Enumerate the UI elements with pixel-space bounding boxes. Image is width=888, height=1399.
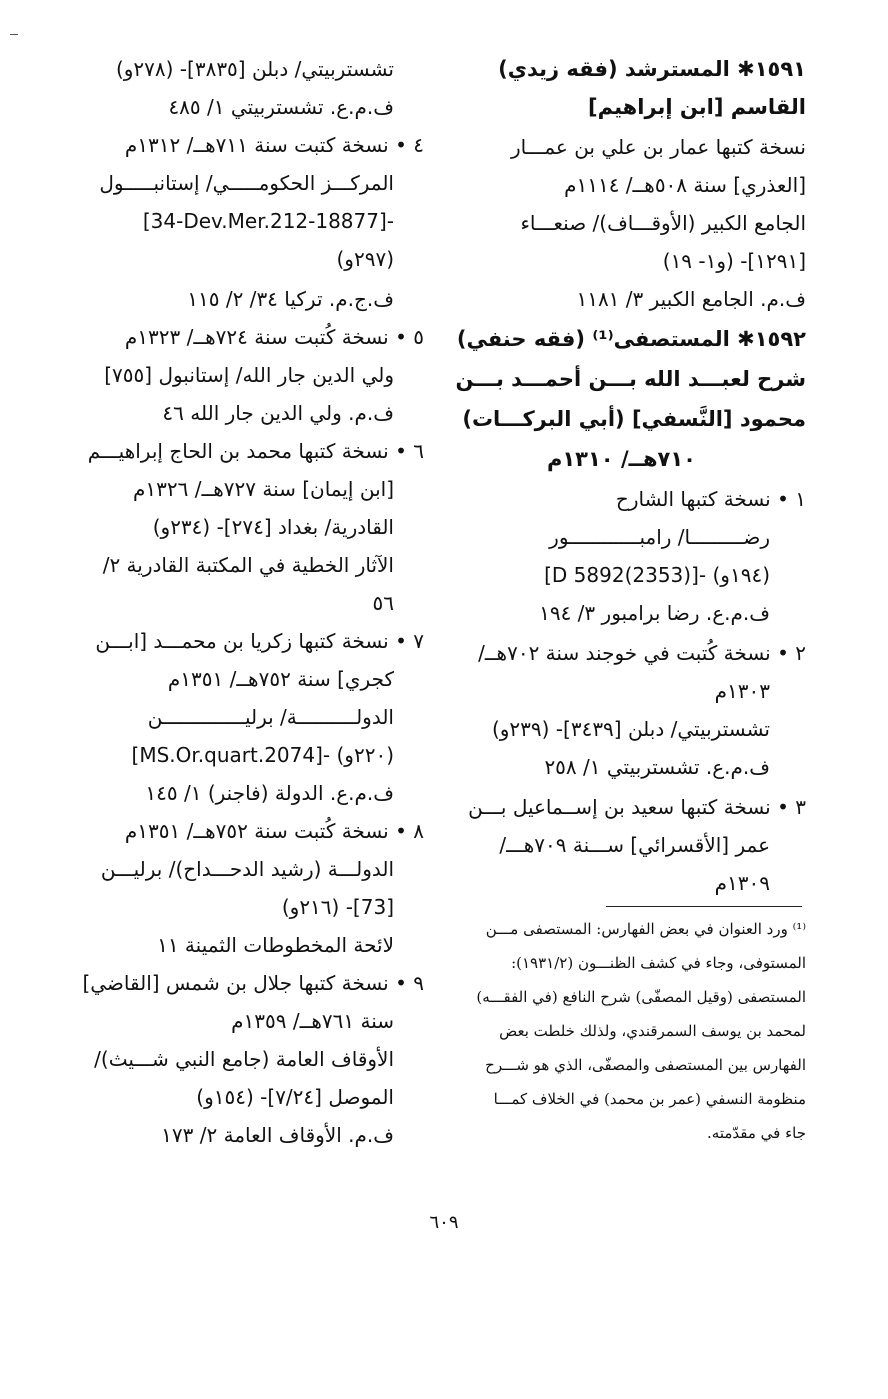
- catalog-reference: ف.م.ع. رضا برامبور ٣/ ١٩٤: [539, 601, 770, 625]
- catalog-reference: ف.م.ع. تشستربيتي ١/ ٢٥٨: [544, 755, 770, 779]
- manuscript-item: ٤ • نسخة كتبت سنة ٧١١هــ/ ١٣١٢م: [124, 133, 424, 157]
- manuscript-item: ٦ • نسخة كتبها محمد بن الحاج إبراهيـــم: [87, 439, 424, 463]
- text-line: عمر [الأقسرائي] ســـنة ٧٠٩هـــ/: [499, 833, 770, 857]
- margin-mark: [10, 34, 18, 35]
- footnote-line: المستصفى (وقيل المصفّى) شرح النافع (في الفقـــه): [476, 988, 806, 1006]
- text-line: [العذري] سنة ٥٠٨هــ/ ١١١٤م: [564, 173, 806, 197]
- shelfmark-line: [MS.Or.quart.2074]- (٢٢٠و): [131, 743, 394, 767]
- text-line: الدولـــة (رشيد الدحـــداح)/ برليـــن: [100, 857, 394, 881]
- manuscript-item: ١ • نسخة كتبها الشارح: [615, 487, 806, 511]
- text-line: تشستربيتي/ دبلن [٣٨٣٥]- (٢٧٨و): [115, 57, 394, 81]
- text-line: الدولــــــــــة/ برليــــــــــــــن: [147, 705, 394, 729]
- catalog-reference: الآثار الخطية في المكتبة القادرية ٢/: [102, 553, 394, 577]
- manuscript-item: ٣ • نسخة كتبها سعيد بن إســماعيل بـــن: [468, 795, 806, 819]
- footnote-line: جاء في مقدّمته.: [707, 1124, 806, 1142]
- footnote-divider: [606, 906, 802, 907]
- text-line: القادرية/ بغداد [٢٧٤]- (٢٣٤و): [152, 515, 394, 539]
- text-line: الأوقاف العامة (جامع النبي شـــيث)/: [94, 1047, 394, 1071]
- text-line: المركـــز الحكومـــــي/ إستانبـــــول: [99, 171, 394, 195]
- footnote-line: منظومة النسفي (عمر بن محمد) في الخلاف كمـــا: [493, 1090, 806, 1108]
- catalog-reference: ف.م.ع. الدولة (فاجنر) ١/ ١٤٥: [145, 781, 394, 805]
- manuscript-item: ٢ • نسخة كُتبت في خوجند سنة ٧٠٢هــ/: [478, 641, 806, 665]
- text-line: ١٣٠٣م: [714, 679, 770, 703]
- text-line: سنة ٧٦١هــ/ ١٣٥٩م: [231, 1009, 394, 1033]
- text-line: [ابن إيمان] سنة ٧٢٧هــ/ ١٣٢٦م: [133, 477, 394, 501]
- date-line: ٧١٠هــ/ ١٣١٠م: [546, 447, 696, 471]
- author-line: محمود [النَّسفي] (أبي البركـــات): [462, 407, 806, 431]
- manuscript-item: ٥ • نسخة كُتبت سنة ٧٢٤هــ/ ١٣٢٣م: [124, 325, 424, 349]
- page-number: ٦٠٩: [429, 1212, 459, 1233]
- footnote-line: المستوفى، وجاء في كشف الظنـــون (١٩٣١/٢):: [511, 954, 806, 972]
- catalog-reference: ف.م.ع. تشستربيتي ١/ ٤٨٥: [168, 95, 394, 119]
- footnote-line: الفهارس بين المستصفى والمصفّى، الذي هو شـــرح: [485, 1056, 806, 1074]
- manuscript-item: ٨ • نسخة كُتبت سنة ٧٥٢هــ/ ١٣٥١م: [124, 819, 424, 843]
- text-line: ولي الدين جار الله/ إستانبول [٧٥٥]: [104, 363, 394, 387]
- shelfmark-line: [D 5892(2353)]- (١٩٤و): [544, 563, 770, 587]
- catalog-reference: ف.ج.م. تركيا ٣٤/ ٢/ ١١٥: [187, 287, 394, 311]
- text-line: الجامع الكبير (الأوقـــاف)/ صنعـــاء: [520, 211, 806, 235]
- text-line: رضـــــــــا/ رامبــــــــــــور: [549, 525, 770, 549]
- entry-heading-1591: ١٥٩١✱ المسترشد (فقه زيدي): [498, 57, 806, 81]
- catalog-reference: ف.م. الجامع الكبير ٣/ ١١٨١: [576, 287, 806, 311]
- author-line: شرح لعبـــد الله بـــن أحمـــد بـــن: [455, 367, 806, 391]
- text-line: الموصل [٧/٢٤]- (١٥٤و): [196, 1085, 394, 1109]
- manuscript-item: ٧ • نسخة كتبها زكريا بن محمـــد [ابـــن: [95, 629, 424, 653]
- catalog-reference: لائحة المخطوطات الثمينة ١١: [157, 933, 394, 957]
- manuscript-item: ٩ • نسخة كتبها جلال بن شمس [القاضي]: [82, 971, 424, 995]
- text-line: ١٣٠٩م: [714, 871, 770, 895]
- entry-heading-1592: ١٥٩٢✱ المستصفى⁽¹⁾ (فقه حنفي): [456, 327, 806, 351]
- catalog-reference: ف.م. الأوقاف العامة ٢/ ١٧٣: [161, 1123, 394, 1147]
- text-line: [73]- (٢١٦و): [281, 895, 394, 919]
- footnote-line: لمحمد بن يوسف السمرقندي، ولذلك خلطت بعض: [499, 1022, 806, 1040]
- footnote-line: ⁽¹⁾ ورد العنوان في بعض الفهارس: المستصفى مـــن: [485, 920, 806, 938]
- text-line: نسخة كتبها عمار بن علي بن عمـــار: [511, 135, 806, 159]
- text-line: تشستربيتي/ دبلن [٣٤٣٩]- (٢٣٩و): [491, 717, 770, 741]
- text-line: [١٢٩١]- (و١- ١٩): [662, 249, 806, 273]
- author-line: القاسم [ابن إبراهيم]: [588, 95, 806, 119]
- text-line: ٥٦: [372, 591, 394, 615]
- text-line: كجري] سنة ٧٥٢هــ/ ١٣٥١م: [167, 667, 394, 691]
- shelfmark-line: [34-Dev.Mer.212-18877]-: [142, 209, 394, 233]
- catalog-reference: ف.م. ولي الدين جار الله ٤٦: [162, 401, 394, 425]
- text-line: (٢٩٧و): [336, 247, 394, 271]
